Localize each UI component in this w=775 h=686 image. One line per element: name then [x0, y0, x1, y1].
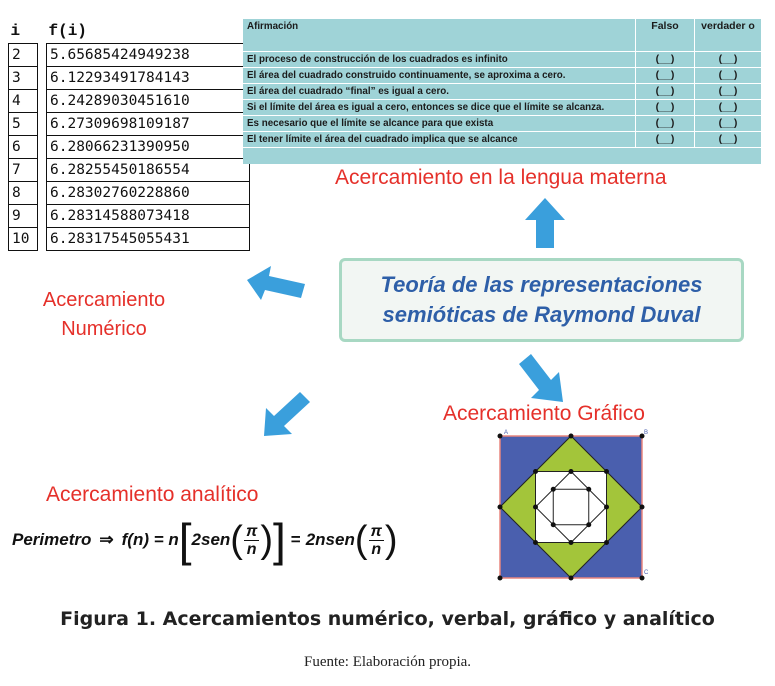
- cell-f: 5.65685424949238: [47, 44, 250, 67]
- statement-text: Es necesario que el límite se alcance para que exista: [243, 116, 636, 132]
- cell-f: 6.24289030451610: [47, 90, 250, 113]
- statement-row: [243, 100, 761, 116]
- cell-f: 6.12293491784143: [47, 67, 250, 90]
- table-row: [9, 159, 250, 182]
- formula-word: Perimetro: [12, 530, 92, 549]
- cell-i: 4: [9, 90, 38, 113]
- true-blank: (__): [695, 100, 762, 116]
- true-blank: (__): [695, 52, 762, 68]
- cell-i: 6: [9, 136, 38, 159]
- table-row: [9, 228, 250, 251]
- theory-title-box: [339, 258, 744, 342]
- formula-lhs: f(n) = n: [121, 530, 179, 549]
- cell-i: 2: [9, 44, 38, 67]
- fraction-pi-over-n: [244, 523, 259, 558]
- fraction-denominator: n: [246, 540, 257, 558]
- corner-label-b: B: [644, 430, 649, 436]
- cell-f: 6.28066231390950: [47, 136, 250, 159]
- arrow-down-right-icon: [515, 348, 567, 404]
- false-blank: (__): [636, 132, 695, 148]
- header-true: verdader o: [695, 19, 762, 52]
- cell-i: 3: [9, 67, 38, 90]
- theory-title-line2: semióticas de Raymond Duval: [382, 302, 701, 327]
- header-statement: Afirmación: [243, 19, 636, 52]
- implies-symbol: ⇒: [99, 530, 114, 549]
- false-blank: (__): [636, 84, 695, 100]
- cell-i: 5: [9, 113, 38, 136]
- numeric-label-line1: Acercamiento: [42, 289, 166, 311]
- arrow-down-left-icon: [260, 390, 312, 440]
- right-bracket-icon: ]: [273, 514, 286, 566]
- header-false: Falso: [636, 19, 695, 52]
- theory-title-line1: Teoría de las representaciones: [380, 272, 703, 297]
- true-blank: (__): [695, 116, 762, 132]
- table-row: [9, 44, 250, 67]
- statement-text: El tener límite el área del cuadrado implica que se alcance: [243, 132, 636, 148]
- table-row: [9, 90, 250, 113]
- graphic-label: Acercamiento Gráfico: [443, 402, 645, 425]
- cell-i: 7: [9, 159, 38, 182]
- statement-row: [243, 116, 761, 132]
- figure-caption: Figura 1. Acercamientos numérico, verbal, gráfico y analítico: [60, 608, 715, 630]
- statement-row: [243, 52, 761, 68]
- corner-label-c: C: [644, 570, 649, 576]
- numeric-table: [8, 22, 250, 251]
- analytic-label: Acercamiento analítico: [46, 483, 259, 506]
- table-row: [9, 182, 250, 205]
- inner-square: [536, 472, 607, 543]
- false-blank: (__): [636, 52, 695, 68]
- false-blank: (__): [636, 100, 695, 116]
- header-i: i: [10, 22, 21, 40]
- perimeter-formula: [12, 515, 398, 565]
- true-blank: (__): [695, 84, 762, 100]
- cell-f: 6.28314588073418: [47, 205, 250, 228]
- formula-two-sen: 2sen: [191, 530, 231, 549]
- cell-i: 10: [9, 228, 38, 251]
- cell-f: 6.28255450186554: [47, 159, 250, 182]
- arrow-left-icon: [245, 262, 307, 306]
- right-paren-icon-2: ): [384, 519, 398, 561]
- table-row: [9, 136, 250, 159]
- true-blank: (__): [695, 132, 762, 148]
- cell-f: 6.27309698109187: [47, 113, 250, 136]
- statement-text: Si el límite del área es igual a cero, entonces se dice que el límite se alcanza.: [243, 100, 636, 116]
- right-paren-icon: ): [260, 519, 273, 561]
- left-paren-icon: (: [230, 519, 243, 561]
- left-paren-icon-2: (: [354, 519, 368, 561]
- formula-rhs: 2nsen: [305, 530, 355, 549]
- table-row: [9, 67, 250, 90]
- figure-source: Fuente: Elaboración propia.: [303, 654, 472, 670]
- statement-row: [243, 68, 761, 84]
- cell-f: 6.28317545055431: [47, 228, 250, 251]
- numeric-label: [28, 286, 180, 344]
- table-row: [9, 205, 250, 228]
- corner-label-a: A: [504, 430, 509, 436]
- verbal-table: [243, 19, 761, 164]
- fraction-denominator-2: n: [371, 540, 382, 558]
- statement-text: El área del cuadrado construido continuamente, se aproxima a cero.: [243, 68, 636, 84]
- cell-i: 9: [9, 205, 38, 228]
- cell-i: 8: [9, 182, 38, 205]
- header-f: f(i): [48, 22, 87, 40]
- cell-f: 6.28302760228860: [47, 182, 250, 205]
- statement-row: [243, 84, 761, 100]
- arrow-up-icon: [523, 196, 567, 250]
- numeric-label-line2: Numérico: [61, 318, 147, 340]
- statement-text: El proceso de construcción de los cuadrados es infinito: [243, 52, 636, 68]
- false-blank: (__): [636, 116, 695, 132]
- statement-text: El área del cuadrado “final” es igual a cero.: [243, 84, 636, 100]
- true-blank: (__): [695, 68, 762, 84]
- left-bracket-icon: [: [178, 514, 192, 566]
- nested-squares-figure: [494, 428, 654, 584]
- fraction-pi-over-n-2: [369, 523, 384, 558]
- statement-row: [243, 132, 761, 148]
- verbal-label: Acercamiento en la lengua materna: [335, 166, 667, 189]
- false-blank: (__): [636, 68, 695, 84]
- fraction-numerator: π: [245, 522, 258, 540]
- table-row: [9, 113, 250, 136]
- fraction-numerator-2: π: [370, 522, 382, 540]
- equals-symbol: =: [290, 530, 301, 549]
